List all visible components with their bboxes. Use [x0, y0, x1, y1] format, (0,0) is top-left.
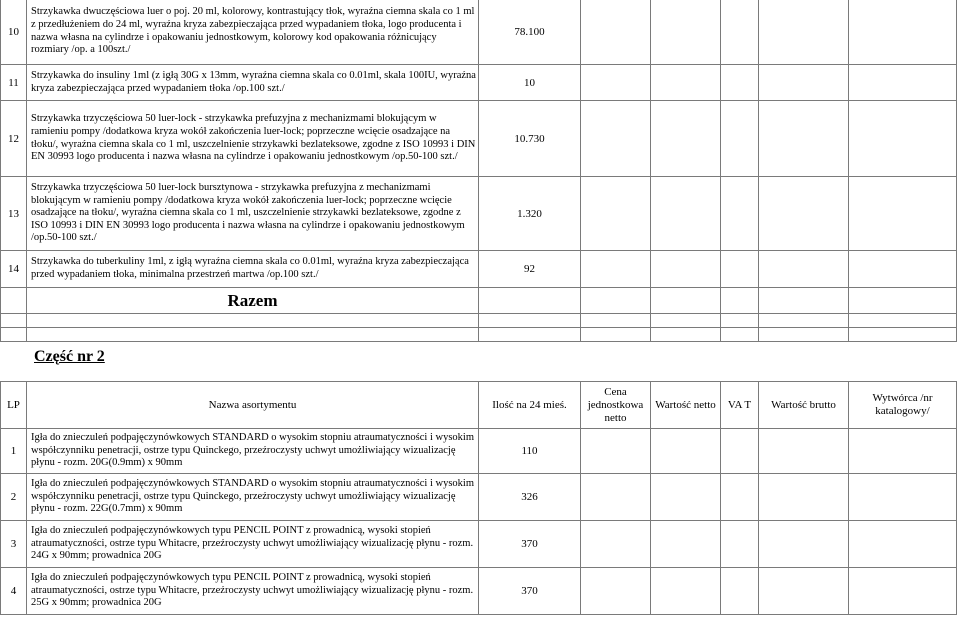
quantity-cell: 10: [479, 65, 581, 101]
row-number: 13: [1, 177, 27, 251]
section-title: Część nr 2: [34, 348, 105, 365]
header-net-value: Wartość netto: [651, 382, 721, 429]
table-row: [1, 177, 957, 251]
header-quantity: Ilość na 24 mieś.: [479, 382, 581, 429]
row-number: 14: [1, 251, 27, 288]
header-name: Nazwa asortymentu: [27, 382, 479, 429]
total-label: Razem: [27, 288, 479, 314]
row-number: 3: [1, 521, 27, 568]
row-number: 2: [1, 474, 27, 521]
quantity-cell: 92: [479, 251, 581, 288]
row-number: 10: [1, 0, 27, 65]
quantity-cell: 1.320: [479, 177, 581, 251]
row-number: 11: [1, 65, 27, 101]
header-gross-value: Wartość brutto: [759, 382, 849, 429]
quantity-cell: 326: [479, 474, 581, 521]
product-description: Igła do znieczuleń podpajęczynówkowych STANDARD o wysokim stopniu atraumatyczności i wysokim współczynniku penetracji, ostrze typu Quinckego, przeźroczysty uchwyt umożliwiający wizualizację płynu - rozm. 20G(0.9mm) x 90mm: [27, 429, 479, 474]
product-description: Strzykawka do insuliny 1ml (z igłą 30G x 13mm, wyraźna ciemna skala co 0.01ml, skala 100IU, wyraźna kryza zabezpieczająca przed wypadaniem tłoka /op.100 szt./: [27, 65, 479, 101]
table-row: [1, 474, 957, 521]
table-row: [1, 65, 957, 101]
row-number: 1: [1, 429, 27, 474]
product-description: Strzykawka trzyczęściowa 50 luer-lock - strzykawka prefuzyjna z mechanizmami blokującym w ramieniu pompy /dodatkowa kryza wokół zakończenia luer-lock; poprzeczne wcięcie osadzające na tłoku/, wyraźna ciemna skala co 1 ml, uszczelnienie strzykawki bezlateksowe, zgodne z ISO 10993 i DIN EN 30993 logo producenta i nazwa własna na cylindrze i opakowaniu jednostkowym /op.50-100 szt./: [27, 101, 479, 177]
quantity-cell: 10.730: [479, 101, 581, 177]
table-row: [1, 521, 957, 568]
product-description: Strzykawka do tuberkuliny 1ml, z igłą wyraźna ciemna skala co 0.01ml, wyraźna kryza zabezpieczająca przed wypadaniem tłoka, minimalna przestrzeń martwa /op.100 szt./: [27, 251, 479, 288]
row-number: 4: [1, 568, 27, 615]
header-vat: VA T: [721, 382, 759, 429]
product-description: Igła do znieczuleń podpajęczynówkowych typu PENCIL POINT z prowadnicą, wysoki stopień atraumatyczności, ostrze typu Whitacre, przeźroczysty uchwyt umożliwiający wizualizację płynu - rozm. 25G x 90mm; prowadnica 20G: [27, 568, 479, 615]
part2-table: [0, 381, 957, 615]
quantity-cell: 370: [479, 521, 581, 568]
table-row: [1, 429, 957, 474]
product-description: Igła do znieczuleń podpajęczynówkowych STANDARD o wysokim stopniu atraumatyczności i wysokim współczynniku penetracji, ostrze typu Quinckego, przeźroczysty uchwyt umożliwiający wizualizację płynu - rozm. 22G(0.7mm) x 90mm: [27, 474, 479, 521]
table-row: [1, 0, 957, 65]
row-number: 12: [1, 101, 27, 177]
header-unit-price: Cena jednostkowa netto: [581, 382, 651, 429]
table-row: [1, 251, 957, 288]
quantity-cell: 110: [479, 429, 581, 474]
spacer-row: [1, 314, 957, 328]
quantity-cell: 78.100: [479, 0, 581, 65]
product-description: Igła do znieczuleń podpajęczynówkowych typu PENCIL POINT z prowadnicą, wysoki stopień atraumatyczności, ostrze typu Whitacre, przeźroczysty uchwyt umożliwiający wizualizację płynu - rozm. 24G x 90mm; prowadnica 20G: [27, 521, 479, 568]
product-description: Strzykawka trzyczęściowa 50 luer-lock bursztynowa - strzykawka prefuzyjna z mechanizmami blokującym w ramieniu pompy /dodatkowa kryza wokół zakończenia luer-lock; poprzeczne wcięcie osadzające na tłoku/, wyraźna ciemna skala co 1 ml, uszczelnienie strzykawki bezlateksowe, zgodne z ISO 10993 i DIN EN 30993 logo producenta i nazwa własna na cylindrze i opakowaniu jednostkowym /op.50-100 szt./: [27, 177, 479, 251]
header-row: [1, 382, 957, 429]
header-lp: LP: [1, 382, 27, 429]
table-row: [1, 568, 957, 615]
total-row: [1, 288, 957, 314]
table-row: [1, 101, 957, 177]
quantity-cell: 370: [479, 568, 581, 615]
product-description: Strzykawka dwuczęściowa luer o poj. 20 ml, kolorowy, kontrastujący tłok, wyraźna ciemna skala co 1 ml z przedłużeniem do 24 ml, wyraźna kryza zabezpieczająca przed wypadaniem tłoka, logo producenta i nazwa własna na cylindrze i opakowaniu jednostkowym, kolorowy kod opakowania różnicujący rozmiary /op. a 100szt./: [27, 0, 479, 65]
spacer-row: [1, 328, 957, 342]
header-manufacturer: Wytwórca /nr katalogowy/: [849, 382, 957, 429]
